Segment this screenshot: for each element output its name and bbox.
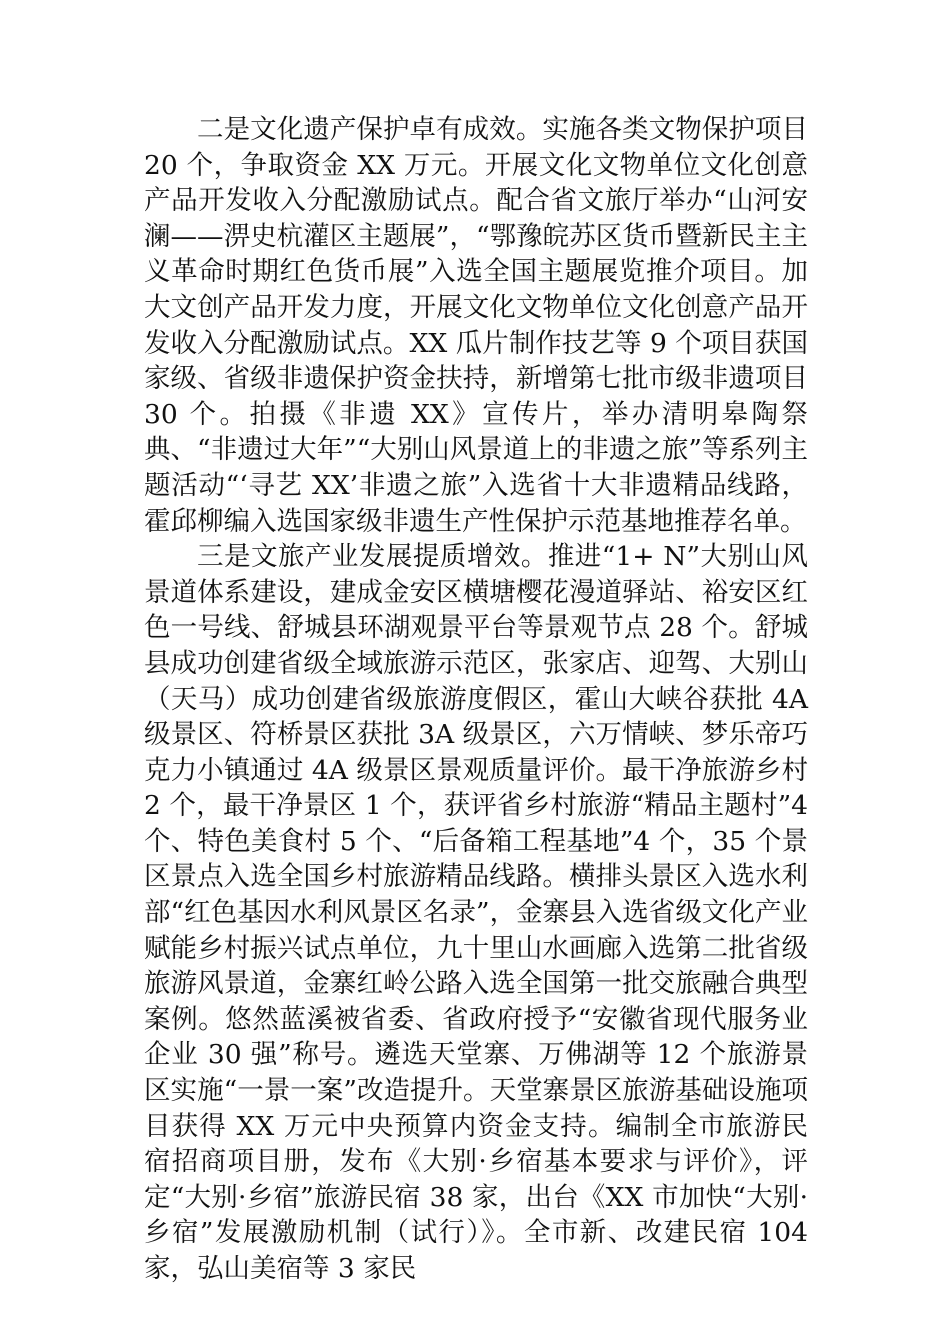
paragraph-tourism-industry: 三是文旅产业发展提质增效。推进“1+ N”大别山风景道体系建设，建成金安区横塘樱花漫道驿站、裕安区红色一号线、舒城县环湖观景平台等景观节点 28 个。舒城县成功创建省级全域旅游示范区，张家店、迎驾、大别山（天马）成功创建省级旅游度假区，霍山大峡谷获批 4A 级景区、符桥景区获批 3A 级景区，六万情峡、梦乐帝巧克力小镇通过 4A 级景区景观质量评价。最干净旅游乡村 2 个，最干净景区 1 个，获评省乡村旅游“精品主题村”4 个、特色美食村 5 个、“后备箱工程基地”4 个，35 个景区景点入选全国乡村旅游精品线路。横排头景区入选水利部“红色基因水利风景区名录”，金寨县入选省级文化产业赋能乡村振兴试点单位，九十里山水画廊入选第二批省级旅游风景道，金寨红岭公路入选全国第一批交旅融合典型案例。悠然蓝溪被省委、省政府授予“安徽省现代服务业企业 30 强”称号。遴选天堂寨、万佛湖等 12 个旅游景区实施“一景一案”改造提升。天堂寨景区旅游基础设施项目获得 XX 万元中央预算内资金支持。编制全市旅游民宿招商项目册，发布《大别·乡宿基本要求与评价》，评定“大别·乡宿”旅游民宿 38 家，出台《XX 市加快“大别·乡宿”发展激励机制（试行）》。全市新、改建民宿 104 家，弘山美宿等 3 家民 bbox=[144, 541, 808, 1284]
paragraph-cultural-heritage: 二是文化遗产保护卓有成效。实施各类文物保护项目 20 个，争取资金 XX 万元。开展文化文物单位文化创意产品开发收入分配激励试点。配合省文旅厅举办“山河安澜——淠史杭灌区主题展”，“鄂豫皖苏区货币暨新民主主义革命时期红色货币展”入选全国主题展览推介项目。加大文创产品开发力度，开展文化文物单位文化创意产品开发收入分配激励试点。XX 瓜片制作技艺等 9 个项目获国家级、省级非遗保护资金扶持，新增第七批市级非遗项目 30 个。拍摄《非遗 XX》宣传片，举办清明皋陶祭典、“非遗过大年”“大别山风景道上的非遗之旅”等系列主题活动“‘寻艺 XX’非遗之旅”入选省十大非遗精品线路，霍邱柳编入选国家级非遗生产性保护示范基地推荐名单。 bbox=[144, 114, 808, 537]
document-body bbox=[144, 112, 808, 1287]
